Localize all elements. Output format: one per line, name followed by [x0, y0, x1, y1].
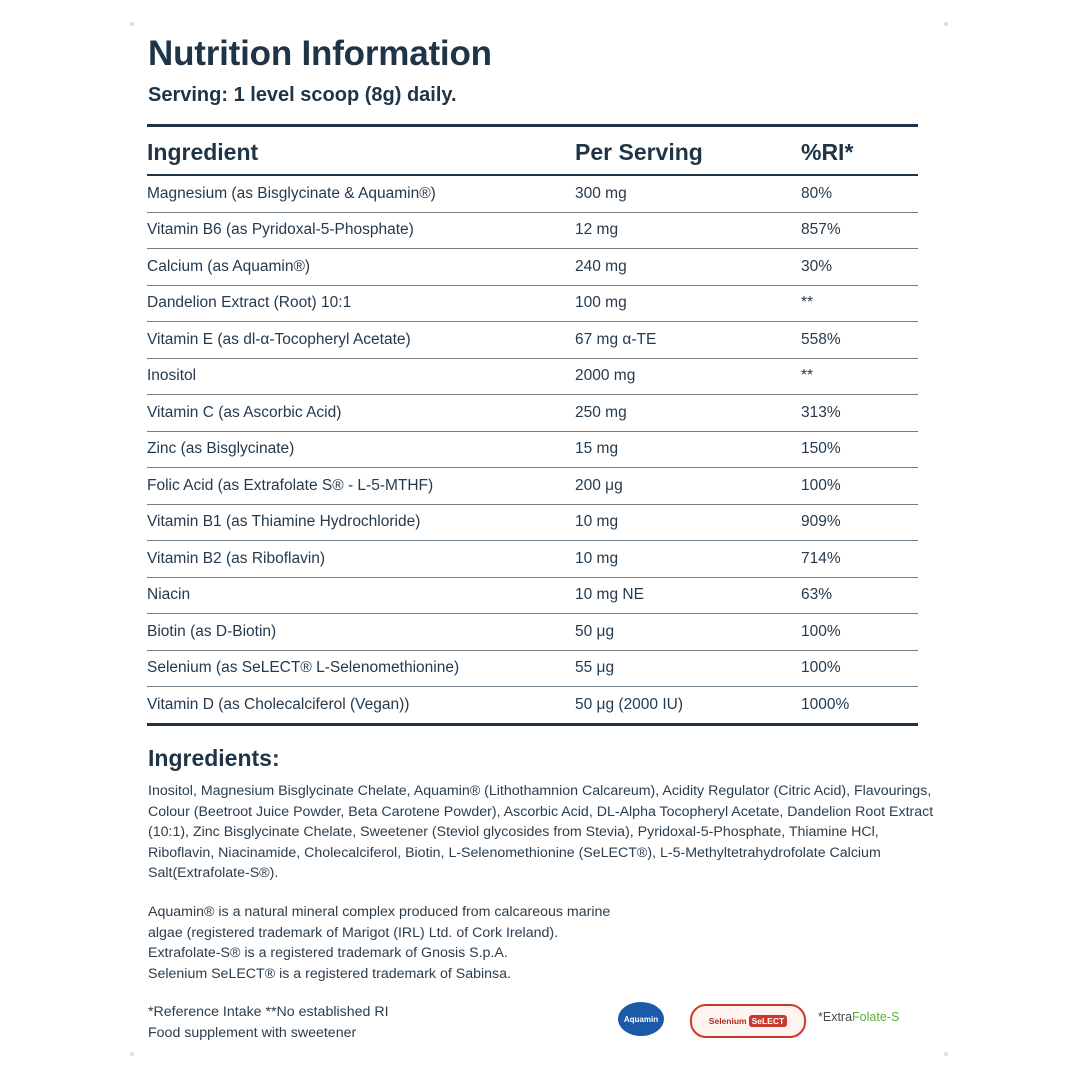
per-serving-cell: 50 μg [575, 614, 801, 651]
per-serving-cell: 15 mg [575, 431, 801, 468]
ingredient-cell: Calcium (as Aquamin®) [147, 249, 575, 286]
table-row [147, 212, 918, 249]
table-row [147, 322, 918, 359]
ingredient-cell: Zinc (as Bisglycinate) [147, 431, 575, 468]
column-header-ri: %RI* [801, 126, 918, 176]
per-serving-cell: 10 mg [575, 504, 801, 541]
per-serving-cell: 300 mg [575, 175, 801, 212]
ri-cell: 714% [801, 541, 918, 578]
selenium-select-logo [690, 1004, 806, 1038]
ri-cell: 558% [801, 322, 918, 359]
per-serving-cell: 10 mg NE [575, 577, 801, 614]
ingredient-cell: Dandelion Extract (Root) 10:1 [147, 285, 575, 322]
ingredient-cell: Vitamin E (as dl-α-Tocopheryl Acetate) [147, 322, 575, 359]
table-row [147, 577, 918, 614]
per-serving-cell: 2000 mg [575, 358, 801, 395]
ri-cell: 80% [801, 175, 918, 212]
table-row [147, 285, 918, 322]
per-serving-cell: 12 mg [575, 212, 801, 249]
per-serving-cell: 250 mg [575, 395, 801, 432]
table-body [147, 175, 918, 724]
ingredient-cell: Magnesium (as Bisglycinate & Aquamin®) [147, 175, 575, 212]
page-title: Nutrition Information [148, 34, 492, 73]
table-header-row [147, 126, 918, 176]
per-serving-cell: 55 μg [575, 650, 801, 687]
column-header-per-serving: Per Serving [575, 126, 801, 176]
ingredients-heading: Ingredients: [148, 745, 280, 771]
per-serving-cell: 200 μg [575, 468, 801, 505]
ri-cell: ** [801, 285, 918, 322]
per-serving-cell: 50 μg (2000 IU) [575, 695, 684, 713]
table-row [147, 175, 918, 212]
ri-cell: 1000% [801, 695, 850, 713]
food-supplement-note: Food supplement with sweetener [148, 1024, 357, 1041]
reference-intake-note: *Reference Intake **No established RI [148, 1004, 389, 1020]
ri-cell: 909% [801, 504, 918, 541]
nutrition-table [147, 124, 918, 726]
aquamin-logo [618, 1002, 664, 1036]
ri-cell: 313% [801, 395, 918, 432]
table-row [147, 614, 918, 651]
table-row [147, 687, 918, 725]
trademark-note: Extrafolate-S® is a registered trademark of Gnosis S.p.A. [148, 945, 508, 961]
ri-cell: ** [801, 358, 918, 395]
per-serving-cell: 67 mg α-TE [575, 322, 801, 359]
ingredient-cell: Vitamin D (as Cholecalciferol (Vegan)) [147, 695, 410, 713]
aquamin-logo-text: Aquamin [623, 1014, 659, 1024]
ingredient-cell: Folic Acid (as Extrafolate S® - L-5-MTHF) [147, 468, 575, 505]
ingredient-cell: Vitamin B2 (as Riboflavin) [147, 541, 575, 578]
table-row [147, 358, 918, 395]
table-row [147, 468, 918, 505]
trademark-note: algae (registered trademark of Marigot (IRL) Ltd. of Cork Ireland). [148, 924, 559, 941]
selenium-logo-brand: SeLECT [749, 1015, 788, 1027]
ri-cell: 100% [801, 650, 918, 687]
footer-notes [148, 1002, 389, 1043]
ri-cell: 150% [801, 431, 918, 468]
corner-mark [944, 22, 948, 26]
extrafolate-logo-prefix: *Extra [818, 1010, 853, 1024]
table-row [147, 650, 918, 687]
ri-cell: 30% [801, 249, 918, 286]
brand-logos [610, 998, 940, 1046]
ingredient-cell: Inositol [147, 358, 575, 395]
per-serving-cell: 240 mg [575, 249, 801, 286]
ingredient-cell: Selenium (as SeLECT® L-Selenomethionine) [147, 650, 575, 687]
per-serving-cell: 10 mg [575, 541, 801, 578]
ingredient-cell: Vitamin C (as Ascorbic Acid) [147, 395, 575, 432]
ingredient-cell: Niacin [147, 577, 575, 614]
corner-mark [944, 1052, 948, 1056]
extrafolate-logo [818, 1010, 899, 1024]
ri-cell: 857% [801, 212, 918, 249]
per-serving-cell: 100 mg [575, 285, 801, 322]
trademark-note: Selenium SeLECT® is a registered trademark of Sabinsa. [148, 965, 511, 982]
serving-info: Serving: 1 level scoop (8g) daily. [148, 84, 457, 106]
trademark-note: Aquamin® is a natural mineral complex produced from calcareous marine [148, 904, 611, 920]
column-header-ingredient: Ingredient [147, 126, 575, 176]
ingredients-text: Inositol, Magnesium Bisglycinate Chelate, Aquamin® (Lithothamnion Calcareum), Acidity Regulator (Citric Acid), Flavourings, Colour (Beetroot Juice Powder, Beta Carotene Powder), Ascorbic Acid, DL-Alpha Tocopheryl Acetate, Dandelion Root Extract (10:1), Zinc Bisglycinate Chelate, Sweetener (Steviol glycosides from Stevia), Pyridoxal-5-Phosphate, Thiamine HCl, Riboflavin, Niacinamide, Cholecalciferol, Biotin, L-Selenomethionine (SeLECT®), L-5-Methyltetrahydrofolate Calcium Salt(Extrafolate-S®). [148, 783, 934, 881]
extrafolate-logo-main: Folate-S [852, 1010, 900, 1024]
corner-mark [130, 1052, 134, 1056]
ri-cell: 63% [801, 577, 918, 614]
table-row [147, 249, 918, 286]
ri-cell: 100% [801, 614, 918, 651]
ingredient-cell: Biotin (as D-Biotin) [147, 614, 575, 651]
table-row [147, 504, 918, 541]
selenium-logo-prefix: Selenium [708, 1016, 747, 1026]
ingredient-cell: Vitamin B1 (as Thiamine Hydrochloride) [147, 504, 575, 541]
table-row [147, 395, 918, 432]
trademark-notes [148, 902, 788, 984]
corner-mark [130, 22, 134, 26]
ingredient-cell: Vitamin B6 (as Pyridoxal-5-Phosphate) [147, 212, 575, 249]
table-row [147, 541, 918, 578]
ri-cell: 100% [801, 468, 918, 505]
table-row [147, 431, 918, 468]
